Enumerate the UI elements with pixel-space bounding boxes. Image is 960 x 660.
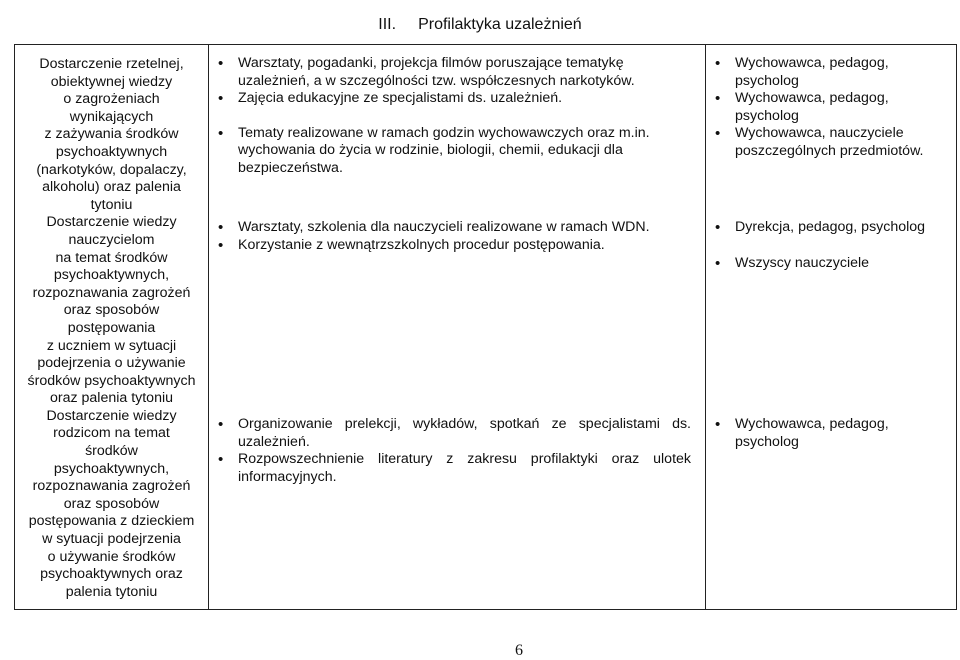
goals-text <box>15 45 208 601</box>
section-title: Profilaktyka uzależnień <box>418 16 582 33</box>
activities-group-1 <box>209 55 705 178</box>
bullet-icon: • <box>715 416 721 433</box>
list-item: • Zajęcia edukacyjne ze specjalistami ds. uzależnień. <box>218 90 563 108</box>
list-item: • Wychowawca, pedagog, psycholog <box>715 90 889 124</box>
page-number: 6 <box>515 642 523 659</box>
bullet-icon: • <box>218 236 224 254</box>
list-item: • Organizowanie prelekcji, wykładów, spotkań ze specjalistami ds. uzależnień. <box>218 416 691 450</box>
activities-group-3 <box>209 416 705 486</box>
section-number: III. <box>378 16 397 33</box>
goal-block: Dostarczenie wiedzy rodzicom na temat środków psychoaktywnych, rozpoznawania zagrożeń oraz sposobów postępowania z dzieckiem w sytuacji podejrzenia o używanie środków psychoaktywnych oraz palenia tytoniu <box>28 407 195 600</box>
table-row <box>15 45 957 610</box>
goals-cell <box>15 45 209 610</box>
section-heading <box>0 16 960 34</box>
bullet-icon: • <box>715 55 721 72</box>
responsible-group-3 <box>706 416 956 451</box>
bullet-icon: • <box>715 254 721 272</box>
bullet-icon: • <box>218 124 224 142</box>
bullet-icon: • <box>218 55 224 72</box>
goal-block: Dostarczenie rzetelnej, obiektywnej wiedzy o zagrożeniach wynikających z zażywania środków psychoaktywnych (narkotyków, dopalaczy, alkoholu) oraz palenia tytoniu <box>36 56 187 213</box>
activities-group-2 <box>209 219 705 254</box>
responsible-group-1 <box>706 55 956 161</box>
bullet-icon: • <box>218 219 224 236</box>
bullet-icon: • <box>218 90 224 108</box>
goal-block: Dostarczenie wiedzy nauczycielom na temat środków psychoaktywnych, rozpoznawania zagrożeń oraz sposobów postępowania z uczniem w sytuacji podejrzenia o używanie środków psychoaktywnych oraz palenia tytoniu <box>27 214 196 407</box>
bullet-icon: • <box>715 125 721 143</box>
responsible-cell <box>706 45 957 610</box>
list-item: • Tematy realizowane w ramach godzin wychowawczych oraz m.in. wychowania do życia w rodzinie, biologii, chemii, edukacji dla bezpieczeństwa. <box>218 124 650 176</box>
list-item: • Wychowawca, nauczyciele poszczególnych przedmiotów. <box>715 125 924 159</box>
list-item: • Korzystanie z wewnątrzszkolnych procedur postępowania. <box>218 236 605 254</box>
bullet-icon: • <box>218 416 224 433</box>
bullet-icon: • <box>715 90 721 108</box>
list-item: • Warsztaty, szkolenia dla nauczycieli realizowane w ramach WDN. <box>218 219 650 236</box>
prevention-table <box>14 44 957 610</box>
activities-cell <box>209 45 706 610</box>
responsible-group-2 <box>706 219 956 272</box>
list-item: • Dyrekcja, pedagog, psycholog <box>715 219 926 236</box>
list-item: • Wszyscy nauczyciele <box>715 254 870 272</box>
list-item: • Warsztaty, pogadanki, projekcja filmów poruszające tematykę uzależnień, a w szczególności tzw. współczesnych narkotyków. <box>218 55 635 89</box>
list-item: • Wychowawca, pedagog, psycholog <box>715 55 889 89</box>
list-item: • Rozpowszechnienie literatury z zakresu profilaktyki oraz ulotek informacyjnych. <box>218 451 691 485</box>
bullet-icon: • <box>218 451 224 469</box>
bullet-icon: • <box>715 219 721 236</box>
list-item: • Wychowawca, pedagog, psycholog <box>715 416 889 450</box>
